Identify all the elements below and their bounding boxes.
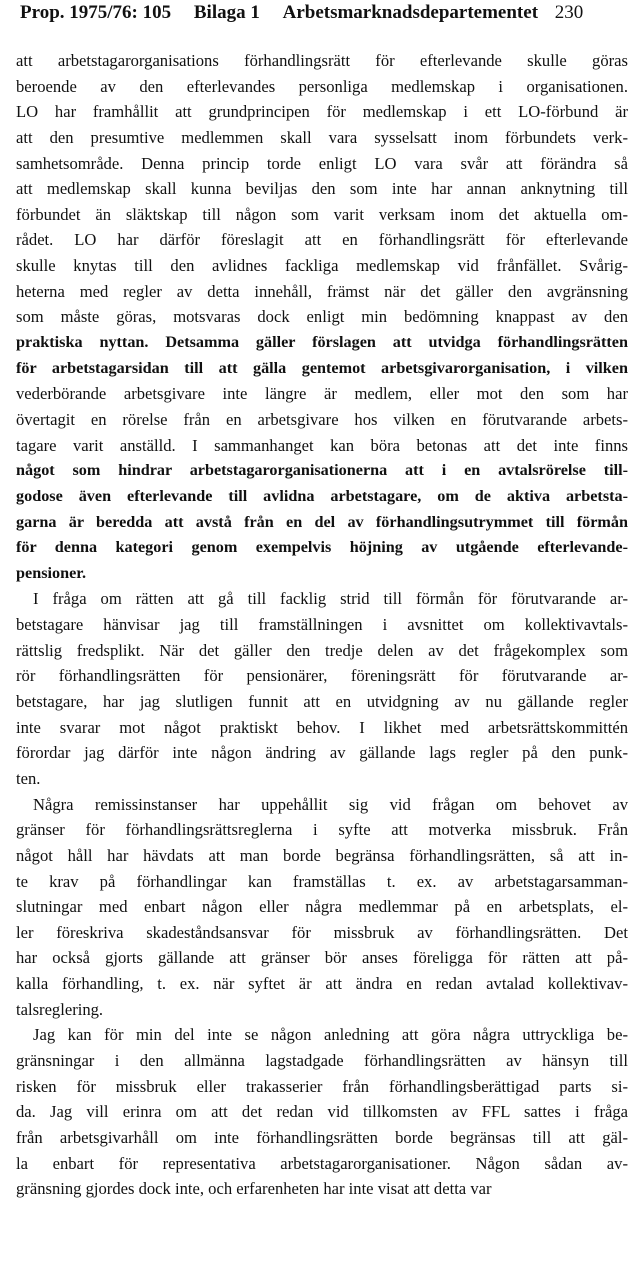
text-line: te krav på förhandlingar kan framställas t. ex. av arbetstagarsamman- bbox=[16, 871, 628, 891]
paragraph bbox=[16, 48, 628, 586]
text-line: garna är beredda att avstå från en del av förhandlingsutrymmet till förmån bbox=[16, 512, 628, 531]
text-line: skulle knytas till den avlidnes fackliga medlemskap vid frånfället. Svårig- bbox=[16, 256, 628, 276]
paragraph bbox=[16, 792, 628, 1023]
proposition-number: Prop. 1975/76: 105 bbox=[20, 2, 172, 23]
text-line: något som hindrar arbetstagarorganisationerna att i en avtalsrörelse till- bbox=[16, 461, 628, 480]
text-line: rör förhandlingsrätten för pensionärer, föreningsrätt för förutvarande ar- bbox=[16, 666, 628, 686]
text-line: gränser för förhandlingsrättsreglerna i syfte att motverka missbruk. Från bbox=[16, 820, 628, 840]
text-line: gränsning gjordes dock inte, och erfarenheten har inte visat att detta var bbox=[16, 1179, 492, 1199]
document-body bbox=[16, 48, 628, 1202]
text-line: slutningar med enbart någon eller några medlemmar på en arbetsplats, el- bbox=[16, 897, 628, 917]
text-line: I fråga om rätten att gå till facklig strid till förmån för förutvarande ar- bbox=[33, 589, 628, 609]
page-number: 230 bbox=[554, 2, 584, 23]
text-line: beroende av den efterlevandes personliga medlemskap i organisationen. bbox=[16, 76, 628, 96]
text-line: gränsningar i den allmänna lagstadgade förhandlingsrätten av hänsyn till bbox=[16, 1050, 628, 1070]
text-line: rådet. LO har därför föreslagit att en förhandlingsrätt för efterlevande bbox=[16, 230, 628, 250]
paragraph bbox=[16, 586, 628, 791]
paragraph bbox=[16, 1022, 628, 1201]
text-line: praktiska nyttan. Detsamma gäller förslagen att utvidga förhandlingsrätten bbox=[16, 333, 628, 352]
text-line: Jag kan för min del inte se någon anledning att göra några uttryckliga be- bbox=[33, 1025, 628, 1045]
text-line: samhetsområde. Denna princip torde enligt LO vara svår att förändra så bbox=[16, 153, 628, 173]
text-line: betstagare hänvisar jag till framställningen i avsnittet om kollektivavtals- bbox=[16, 615, 628, 635]
text-line: la enbart för representativa arbetstagarorganisationer. Någon sådan av- bbox=[16, 1153, 628, 1173]
text-line: vederbörande arbetsgivare inte längre är medlem, eller mot den som har bbox=[16, 384, 628, 404]
text-line: inte svarar mot något praktiskt behov. I likhet med arbetsrättskommittén bbox=[16, 717, 628, 737]
text-line: tagare varit anställd. I sammanhanget kan böra betonas att det inte finns bbox=[16, 435, 628, 455]
text-line: pensioner. bbox=[16, 563, 87, 582]
text-line: Några remissinstanser har uppehållit sig vid frågan om behovet av bbox=[33, 794, 628, 814]
text-line: heterna med regler av detta innehåll, främst när det gäller den avgränsning bbox=[16, 281, 628, 301]
text-line: rättslig fredsplikt. När det gäller den tredje delen av det frågekomplex som bbox=[16, 640, 628, 660]
text-line: förordar jag därför inte någon ändring av gällande lags regler på den punk- bbox=[16, 743, 628, 763]
text-line: betstagare, har jag slutligen funnit att en utvidgning av nu gällande regler bbox=[16, 692, 628, 712]
text-line: da. Jag vill erinra om att det redan vid tillkomsten av FFL sattes i fråga bbox=[16, 1102, 628, 1122]
text-line: övertagit en rörelse från en arbetsgivare hos vilken en förutvarande arbets- bbox=[16, 409, 628, 429]
text-line: ten. bbox=[16, 768, 41, 788]
text-line: som måste göras, motsvaras dock enligt min bedömning knappast av den bbox=[16, 307, 628, 327]
text-line: risken för missbruk eller trakasserier från förhandlingsberättigad parts si- bbox=[16, 1076, 628, 1096]
department-name: Arbetsmarknadsdepartementet bbox=[282, 2, 539, 23]
text-line: något håll har hävdats att man borde begränsa förhandlingsrätten, så att in- bbox=[16, 845, 628, 865]
text-line: förbundet än släktskap till någon som varit verksam inom det aktuella om- bbox=[16, 204, 628, 224]
text-line: för arbetstagarsidan till att gälla gentemot arbetsgivarorganisation, i vilken bbox=[16, 358, 628, 377]
text-line: godose även efterlevande till avlidna arbetstagare, om de aktiva arbetsta- bbox=[16, 486, 628, 505]
text-line: från arbetsgivarhåll om inte förhandlingsrätten borde begränsas till att gäl- bbox=[16, 1127, 628, 1147]
text-line: att arbetstagarorganisations förhandlingsrätt för efterlevande skulle göras bbox=[16, 51, 628, 70]
appendix-label: Bilaga 1 bbox=[193, 2, 260, 23]
text-line: att den presumtive medlemmen skall vara sysselsatt inom förbundets verk- bbox=[16, 127, 628, 147]
text-line: ler föreskriva skadeståndsansvar för missbruk av förhandlingsrätten. Det bbox=[16, 922, 628, 942]
page-header bbox=[20, 0, 630, 28]
text-line: att medlemskap skall kunna beviljas den som inte har annan anknytning till bbox=[16, 179, 628, 199]
text-line: kalla förhandling, t. ex. när syftet är att ändra en redan avtalad kollektivav- bbox=[16, 974, 628, 994]
text-line: för denna kategori genom exempelvis höjning av utgående efterlevande- bbox=[16, 538, 628, 557]
text-line: talsreglering. bbox=[16, 999, 104, 1019]
text-line: har också gjorts gällande att gränser bör anses föreligga för rätten att på- bbox=[16, 948, 628, 968]
text-line: LO har framhållit att grundprincipen för medlemskap i ett LO-förbund är bbox=[16, 102, 628, 122]
